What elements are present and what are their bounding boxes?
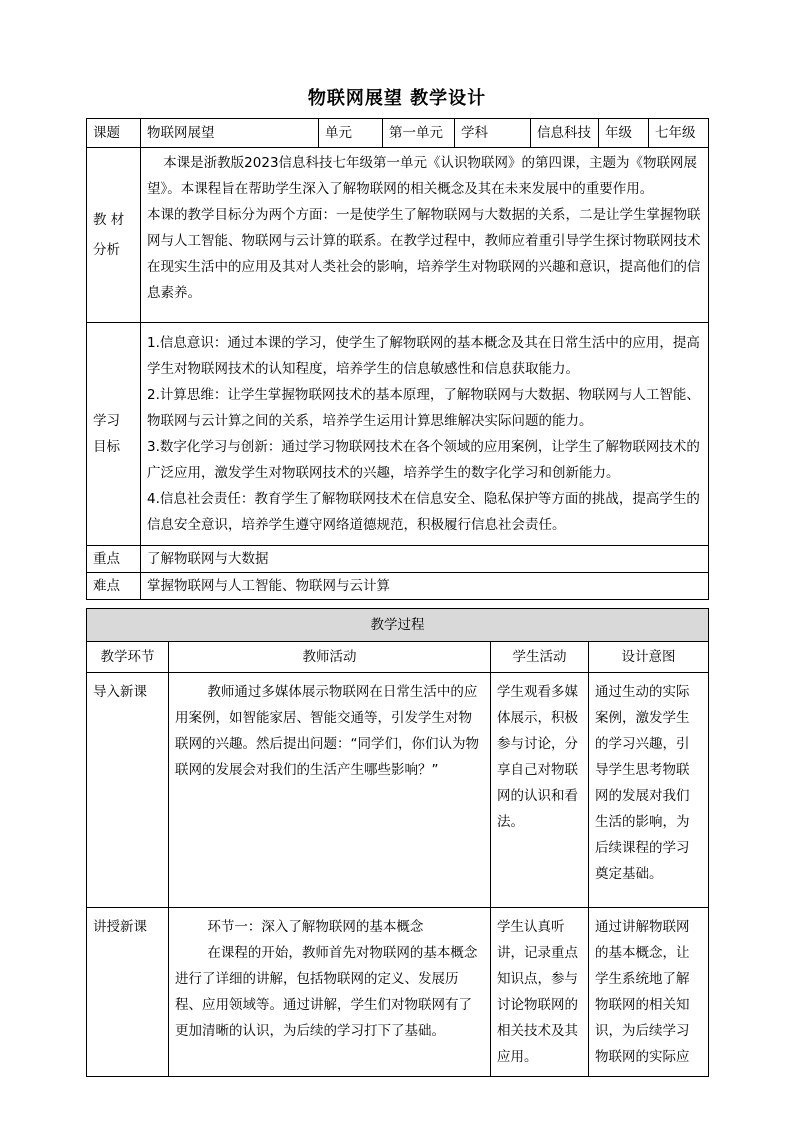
grade-value: 七年级 [649,119,709,148]
teacher-activity-text: 在课程的开始，教师首先对物联网的基本概念进行了详细的讲解，包括物联网的定义、发展历程、应用领域等。通过讲解，学生们对物联网有了更加清晰的认识，为后续的学习打下了基础。 [175,945,478,1039]
process-table [86,608,709,1077]
process-title-row [87,609,709,642]
teacher-activity-text: 教师通过多媒体展示物联网在日常生活中的应用案例，如智能家居、智能交通等，引发学生对物联网的兴趣。然后提出问题：“同学们，你们认为物联网的发展会对我们的生活产生哪些影响？” [175,684,479,778]
process-title: 教学过程 [87,609,709,642]
stage-cell: 导入新课 [87,673,169,908]
goal-item: 2.计算思维：让学生掌握物联网技术的基本原理，了解物联网与大数据、物联网与人工智能、物联网与云计算之间的关系，培养学生运用计算思维解决实际问题的能力。 [147,387,700,429]
teacher-activity-cell [169,908,491,1077]
goal-item: 3.数字化学习与创新：通过学习物联网技术在各个领域的应用案例，让学生了解物联网技术的广泛应用，激发学生对物联网技术的兴趣，培养学生的数字化学习和创新能力。 [147,439,700,481]
student-activity-cell: 学生认真听讲，记录重点知识点，参与讨论物联网的相关技术及其应用。 [491,908,589,1077]
difficulty-value: 掌握物联网与人工智能、物联网与云计算 [141,573,709,600]
key-point-label: 重点 [87,546,141,573]
student-activity-cell: 学生观看多媒体展示，积极参与讨论，分享自己对物联网的认识和看法。 [491,673,589,908]
material-label: 教 材 分析 [87,148,141,323]
subject-label: 学科 [455,119,531,148]
column-header-stage: 教学环节 [87,642,169,673]
info-table [86,118,709,600]
material-row [87,148,709,323]
design-intent-cell: 通过讲解物联网的基本概念，让学生系统地了解物联网的相关知识，为后续学习物联网的实际应 [589,908,709,1077]
goal-item: 1.信息意识：通过本课的学习，使学生了解物联网的基本概念及其在日常生活中的应用，提高学生对物联网技术的认知程度，培养学生的信息敏感性和信息获取能力。 [147,335,700,377]
column-header-intent: 设计意图 [589,642,709,673]
table-row [87,673,709,908]
table-row [87,908,709,1077]
header-row [87,119,709,148]
process-column-headers [87,642,709,673]
teacher-activity-subheading: 环节一：深入了解物联网的基本概念 [207,919,424,935]
key-point-value: 了解物联网与大数据 [141,546,709,573]
difficulty-label: 难点 [87,573,141,600]
material-paragraph-2: 本课的教学目标分为两个方面：一是使学生了解物联网与大数据的关系，二是让学生掌握物联网与人工智能、物联网与云计算的联系。在教学过程中，教师应着重引导学生探讨物联网技术在现实生活中的应用及其对人类社会的影响，培养学生对物联网的兴趣和意识，提高他们的信息素养。 [147,207,701,301]
unit-label: 单元 [319,119,383,148]
course-label: 课题 [87,119,141,148]
goal-item: 4.信息社会责任：教育学生了解物联网技术在信息安全、隐私保护等方面的挑战，提高学生的信息安全意识，培养学生遵守网络道德规范，积极履行信息社会责任。 [147,491,700,533]
column-header-student: 学生活动 [491,642,589,673]
column-header-teacher: 教师活动 [169,642,491,673]
goals-row [87,323,709,546]
design-intent-cell: 通过生动的实际案例，激发学生的学习兴趣，引导学生思考物联网的发展对我们生活的影响，为后续课程的学习奠定基础。 [589,673,709,908]
subject-value: 信息科技 [531,119,599,148]
difficulty-row [87,573,709,600]
material-paragraph-1: 本课是浙教版2023信息科技七年级第一单元《认识物联网》的第四课，主题为《物联网展望》。本课程旨在帮助学生深入了解物联网的相关概念及其在未来发展中的重要作用。 [147,155,698,197]
grade-label: 年级 [599,119,649,148]
teacher-activity-cell [169,673,491,908]
stage-cell: 讲授新课 [87,908,169,1077]
unit-value: 第一单元 [383,119,455,148]
key-point-row [87,546,709,573]
course-value: 物联网展望 [141,119,319,148]
material-content [141,148,709,323]
goals-label: 学习 目标 [87,323,141,546]
document-title: 物联网展望 教学设计 [307,88,487,109]
goals-content [141,323,709,546]
